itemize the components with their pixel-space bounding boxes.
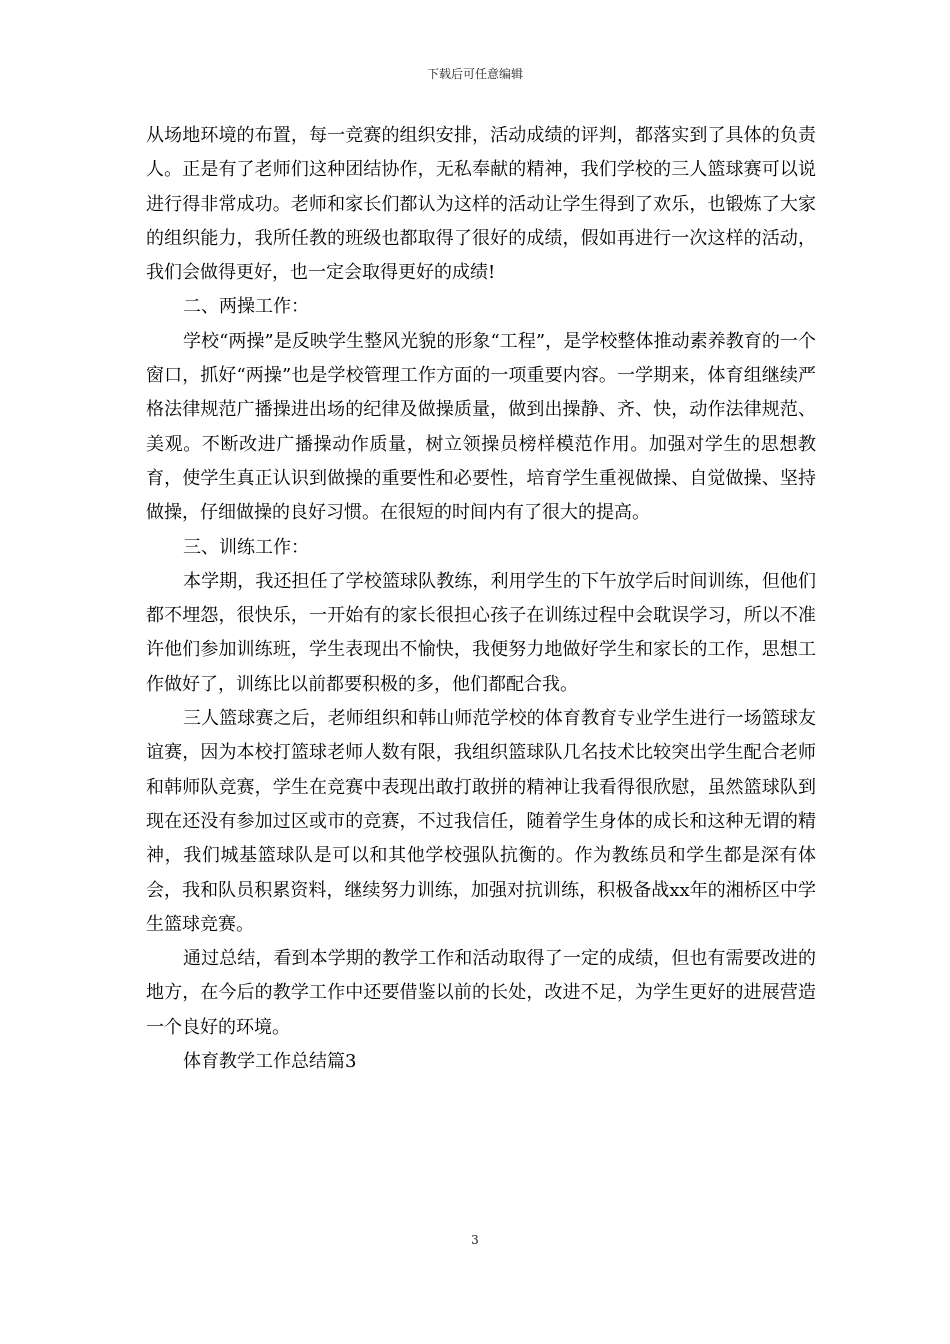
page-number: 3 (471, 1233, 479, 1247)
document-body (146, 119, 816, 1079)
page-header: 下载后可任意编辑 (426, 67, 523, 81)
paragraph-training: 本学期，我还担任了学校篮球队教练，利用学生的下午放学后时间训练，但他们都不埋怨，很快乐，一开始有的家长很担心孩子在训练过程中会耽误学习，所以不准许他们参加训练班，学生表现出不愉快，我便努力地做好学生和家长的工作，思想工作做好了，训练比以前都要积极的多，他们都配合我。 (146, 570, 816, 695)
paragraph-summary: 通过总结，看到本学期的教学工作和活动取得了一定的成绩，但也有需要改进的地方，在今后的教学工作中还要借鉴以前的长处，改进不足，为学生更好的进展营造一个良好的环境。 (146, 948, 816, 1038)
section-heading-part-3: 体育教学工作总结篇3 (183, 1051, 357, 1073)
section-heading-training: 三、训练工作： (183, 536, 309, 558)
paragraph-continuation: 从场地环境的布置，每一竞赛的组织安排，活动成绩的评判，都落实到了具体的负责人。正是有了老师们这种团结协作，无私奉献的精神，我们学校的三人篮球赛可以说进行得非常成功。老师和家长们都认为这样的活动让学生得到了欢乐，也锻炼了大家的组织能力，我所任教的班级也都取得了很好的成绩，假如再进行一次这样的活动，我们会做得更好，也一定会取得更好的成绩! (146, 125, 816, 284)
paragraph-two-exercises: 学校“两操”是反映学生整风光貌的形象“工程”，是学校整体推动素养教育的一个窗口，抓好“两操”也是学校管理工作方面的一项重要内容。一学期来，体育组继续严格法律规范广播操进出场的纪律及做操质量，做到出操静、齐、快，动作法律规范、美观。不断改进广播操动作质量，树立领操员榜样模范作用。加强对学生的思想教育，使学生真正认识到做操的重要性和必要性，培育学生重视做操、自觉做操、坚持做操，仔细做操的良好习惯。在很短的时间内有了很大的提高。 (146, 330, 816, 524)
paragraph-basketball-match: 三人篮球赛之后，老师组织和韩山师范学校的体育教育专业学生进行一场篮球友谊赛，因为本校打篮球老师人数有限，我组织篮球队几名技术比较突出学生配合老师和韩师队竞赛，学生在竞赛中表现出敢打敢拼的精神让我看得很欣慰，虽然篮球队到现在还没有参加过区或市的竞赛，不过我信任，随着学生身体的成长和这种无谓的精神，我们城基篮球队是可以和其他学校强队抗衡的。作为教练员和学生都是深有体会，我和队员积累资料，继续努力训练，加强对抗训练，积极备战xx年的湘桥区中学生篮球竞赛。 (146, 708, 816, 935)
section-heading-two-exercises: 二、两操工作： (183, 296, 309, 318)
